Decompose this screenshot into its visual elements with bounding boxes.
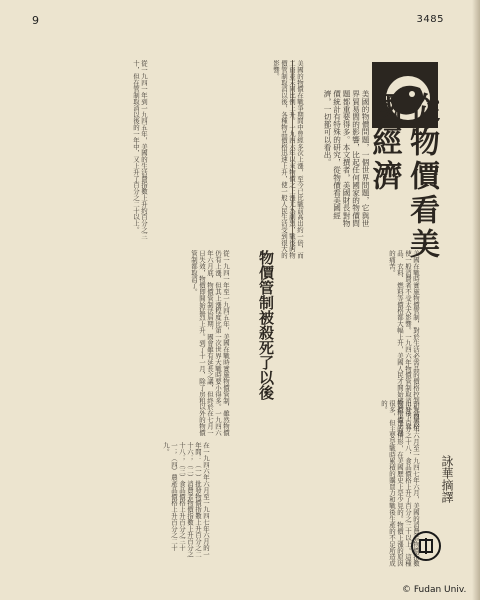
statistics-list: 在一九四六年六月至一九四七年六月的一年間：（一）批發物價指數上升百分之二十六；（二）消費者物價指數上升百分之十八；（三）食品價格上升百分之三十一；（四）農產品價格上升百分之二十九。 [162,442,210,558]
fudan-logo-icon [410,530,442,562]
watermark-text: © Fudan Univ. [402,585,467,595]
body-paragraph: 從一九四一年至一九四五年，美國在戰時實施物價管制，雖然物價仍有上漲，但其上漲程度比第一次世界大戰時要小得多。一九四六年六月底，物價管制法屆期，國會雖有延長之議，但終於在七月一日失效，物價即開始猛烈上升。到了十一月，除了房租以外的物價管制都取消了。 [190,250,230,436]
page-number: 9 [32,14,39,27]
article-title: 從物價看美國經濟 [366,92,439,262]
body-paragraph: 一九四六年六月至一九四七年六月，美國的消費者物價指數上升了百分之十八，食品價格上升了百分之三十以上。這種物價上漲的情形，在美國歷史上是少見的。物價上漲的原因很多，但主要是戰時累積的購買力和戰後生產的不足所造成的。 [380,400,420,567]
body-paragraph: 美國在戰時實施物價管制，對於生活必需品的價格控制相當嚴格，使一般消費者不受太大影響。一九四六年物價管制取消以後，食品、衣料、燃料等價格都大幅上升，美國人民才開始感到物價上漲的痛苦。 [388,250,420,436]
scan-edge [472,0,480,600]
section-heading: 物價管制被殺死了以後 [257,250,275,400]
issue-number: 3485 [416,14,444,25]
body-paragraph: 從一九四一年到一九四五年，美國的生活費指數上升約百分之三十，但在管制取消以後的一年中，又上升了百分之二十以上。 [132,60,148,240]
article-lead: 美國的物價問題，一個世界問題，它與世界貿易間的影響，比起任何國家的物價問題都重要得多。本文撰者，美國財長對物價統計有特殊的研究，從物價看美國經濟，一切都可以看出。 [323,90,370,227]
article-author: 詠華摘譯 [440,455,454,503]
body-paragraph: 美國的物價在戰爭期間中曾經多次上漲，至今已比戰前高出約一倍，而工資並未同比例上升。一九四六年以來物價之上漲尤為劇烈，戰後的物價管制取消以後，各種物品價格迅速上升，使一般人民生活受到很大的影響。 [272,60,304,259]
